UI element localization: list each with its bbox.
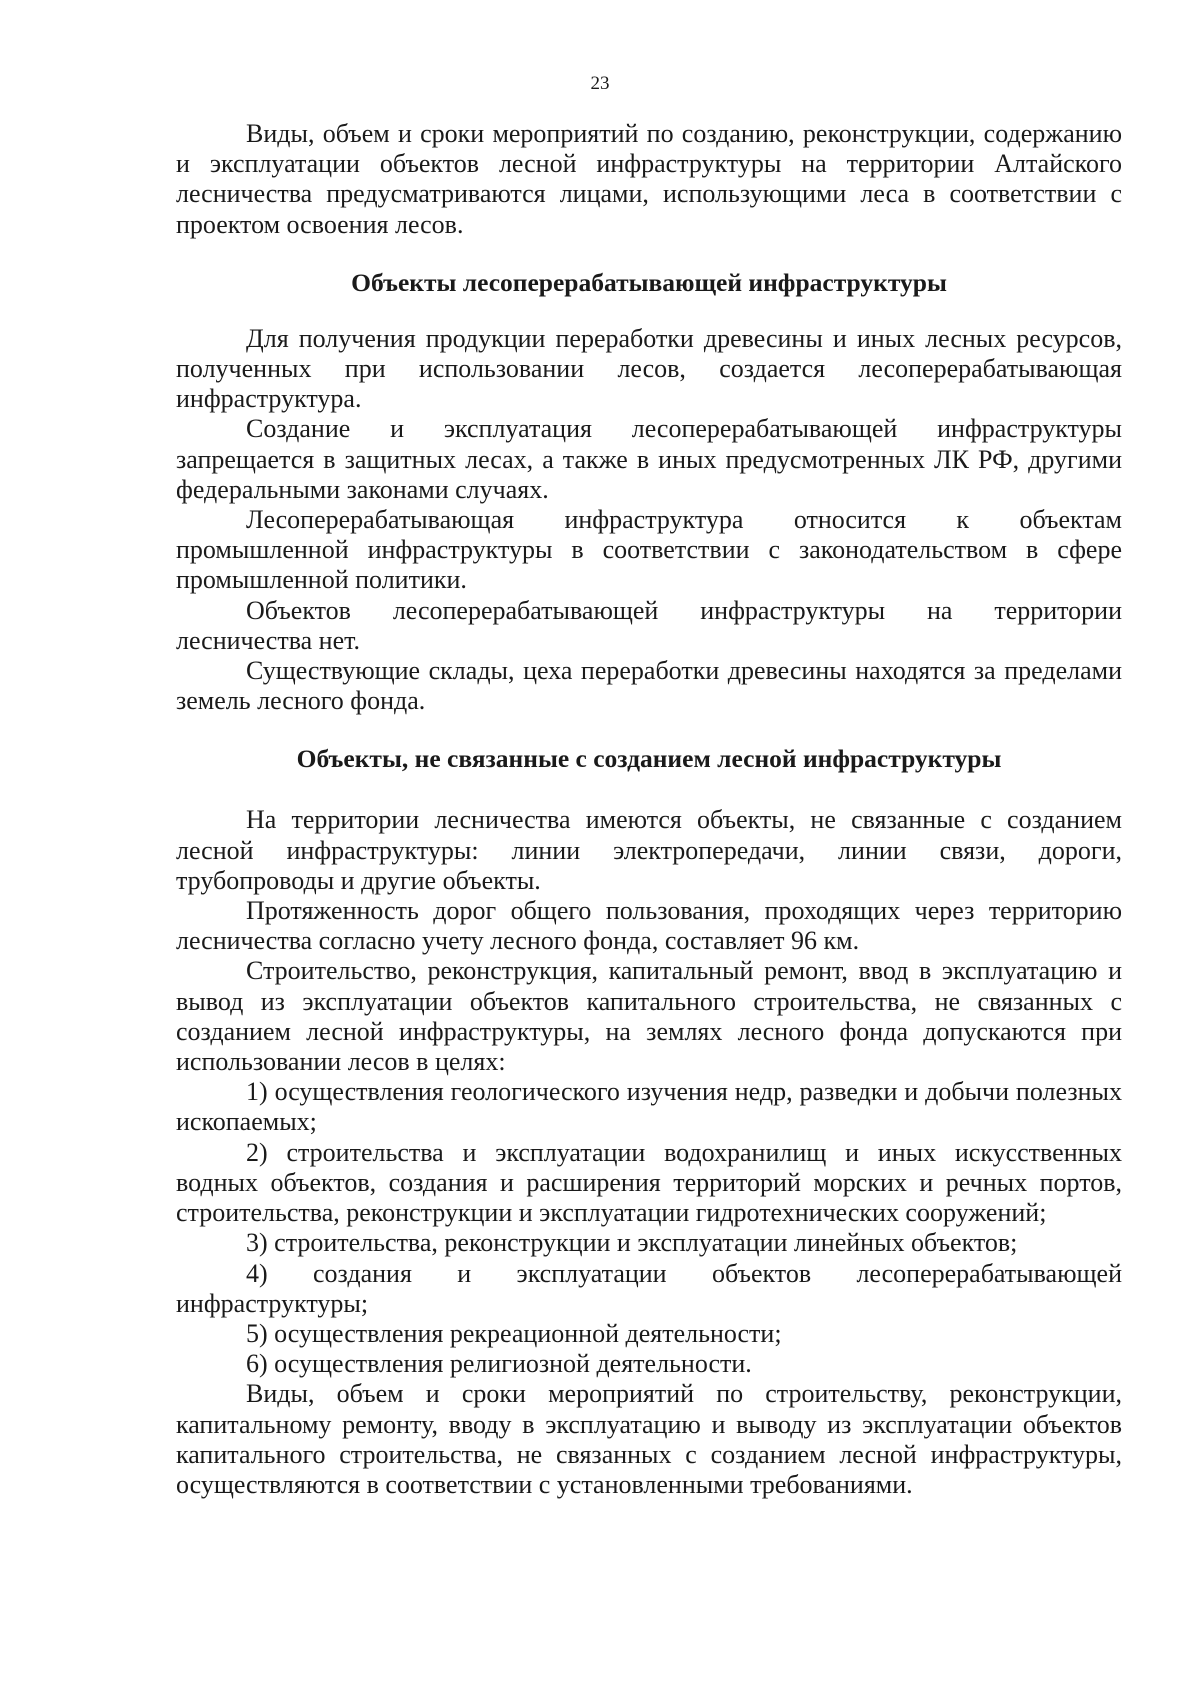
list-item: 3) строительства, реконструкции и эксплуатации линейных объектов; (246, 1228, 1018, 1258)
page-number: 23 (590, 73, 610, 94)
page-content (176, 119, 1122, 1500)
spacer (176, 298, 1122, 324)
spacer (176, 774, 1122, 805)
list-item: 6) осуществления религиозной деятельности. (246, 1349, 752, 1379)
list-item: 5) осуществления рекреационной деятельности; (246, 1318, 782, 1348)
list-item: 4) создания и эксплуатации объектов лесоперерабатывающей инфраструктуры; (176, 1258, 1122, 1318)
list-item: 2) строительства и эксплуатации водохранилищ и иных искусственных водных объектов, создания и расширения территорий морских и речных портов, строительства, реконструкции и эксплуатации гидротехнических сооружений; (176, 1137, 1122, 1228)
paragraph: Виды, объем и сроки мероприятий по строительству, реконструкции, капитальному ремонту, вводу в эксплуатацию и выводу из эксплуатации объектов капитального строительства, не связанных с созданием лесной инфраструктуры, осуществляются в соответствии с установленными требованиями. (176, 1379, 1122, 1499)
section-heading-non-forest-objects: Объекты, не связанные с созданием лесной инфраструктуры (296, 744, 1002, 774)
paragraph: Существующие склады, цеха переработки древесины находятся за пределами земель лесного фонда. (176, 656, 1122, 716)
paragraph: Строительство, реконструкция, капитальный ремонт, ввод в эксплуатацию и вывод из эксплуатации объектов капитального строительства, не связанных с созданием лесной инфраструктуры, на землях лесного фонда допускаются при использовании лесов в целях: (176, 956, 1122, 1077)
spacer (176, 240, 1122, 268)
paragraph: Создание и эксплуатация лесоперерабатывающей инфраструктуры запрещается в защитных лесах, а также в иных предусмотренных ЛК РФ, другими федеральными законами случаях. (176, 414, 1122, 504)
paragraph: Для получения продукции переработки древесины и иных лесных ресурсов, полученных при использовании лесов, создается лесоперерабатывающая инфраструктура. (176, 323, 1122, 414)
intro-paragraph: Виды, объем и сроки мероприятий по созданию, реконструкции, содержанию и эксплуатации объектов лесной инфраструктуры на территории Алтайского лесничества предусматриваются лицами, использующими леса в соответствии с проектом освоения лесов. (176, 119, 1122, 239)
list-item: 1) осуществления геологического изучения недр, разведки и добычи полезных ископаемых; (176, 1077, 1122, 1137)
spacer (176, 716, 1122, 744)
paragraph: Объектов лесоперерабатывающей инфраструктуры на территории лесничества нет. (176, 595, 1122, 655)
section-heading-wood-processing: Объекты лесоперерабатывающей инфраструктуры (351, 267, 947, 297)
paragraph: Лесоперерабатывающая инфраструктура относится к объектам промышленной инфраструктуры в соответствии с законодательством в сфере промышленной политики. (176, 505, 1122, 595)
paragraph: На территории лесничества имеются объекты, не связанные с созданием лесной инфраструктуры: линии электропередачи, линии связи, дороги, трубопроводы и другие объекты. (176, 805, 1122, 895)
paragraph: Протяженность дорог общего пользования, проходящих через территорию лесничества согласно учету лесного фонда, составляет 96 км. (176, 896, 1122, 956)
